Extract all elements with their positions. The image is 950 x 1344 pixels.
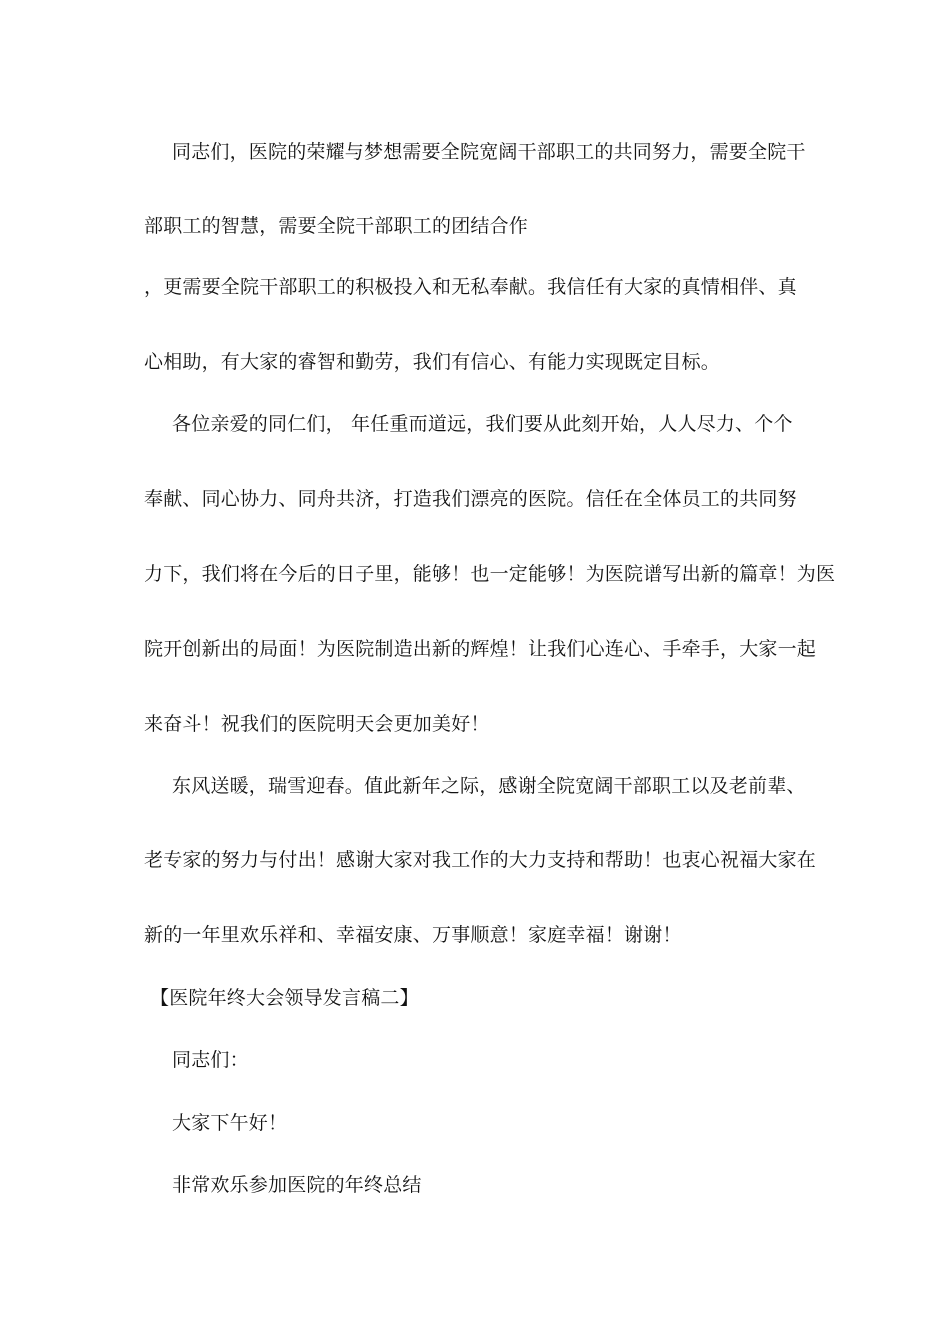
paragraph-line: 同志们，医院的荣耀与梦想需要全院宽阔干部职工的共同努力，需要全院干 bbox=[172, 141, 806, 163]
paragraph-line: 来奋斗！祝我们的医院明天会更加美好！ bbox=[144, 713, 490, 735]
section-heading: 【医院年终大会领导发言稿二】 bbox=[150, 987, 419, 1009]
salutation: 同志们： bbox=[172, 1049, 249, 1071]
paragraph-line: 各位亲爱的同仁们， 年任重而道远，我们要从此刻开始，人人尽力、个个 bbox=[172, 413, 793, 435]
paragraph-line: 力下，我们将在今后的日子里，能够！也一定能够！为医院谱写出新的篇章！为医 bbox=[144, 563, 836, 585]
paragraph-line: 东风送暖，瑞雪迎春。值此新年之际，感谢全院宽阔干部职工以及老前辈、 bbox=[172, 775, 806, 797]
paragraph-line: 院开创新出的局面！为医院制造出新的辉煌！让我们心连心、手牵手，大家一起 bbox=[144, 638, 817, 660]
paragraph-line: 部职工的智慧，需要全院干部职工的团结合作 bbox=[144, 215, 529, 237]
paragraph-line: 非常欢乐参加医院的年终总结 bbox=[172, 1174, 422, 1196]
paragraph-line: 心相助，有大家的睿智和勤劳，我们有信心、有能力实现既定目标。 bbox=[144, 351, 721, 373]
paragraph-line: ，更需要全院干部职工的积极投入和无私奉献。我信任有大家的真情相伴、真 bbox=[144, 276, 797, 298]
paragraph-line: 新的一年里欢乐祥和、幸福安康、万事顺意！家庭幸福！谢谢！ bbox=[144, 924, 682, 946]
greeting: 大家下午好！ bbox=[172, 1112, 288, 1134]
paragraph-line: 奉献、同心协力、同舟共济，打造我们漂亮的医院。信任在全体员工的共同努 bbox=[144, 488, 797, 510]
paragraph-line: 老专家的努力与付出！感谢大家对我工作的大力支持和帮助！也衷心祝福大家在 bbox=[144, 849, 817, 871]
